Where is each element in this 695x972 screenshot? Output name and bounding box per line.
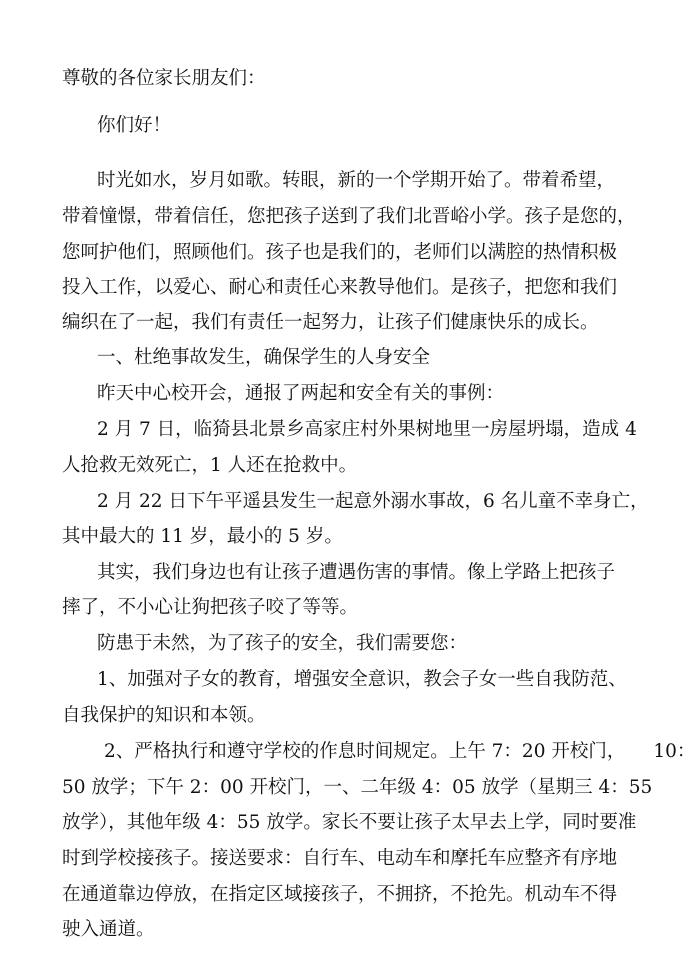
intro-line: 投入工作，以爱心、耐心和责任心来教导他们。是孩子，把您和我们 [62, 277, 618, 298]
incident-line: 其中最大的 11 岁，最小的 5 岁。 [62, 526, 343, 547]
intro-line: 带着憧憬，带着信任，您把孩子送到了我们北晋峪小学。孩子是您的， [62, 206, 636, 227]
point-line: 放学），其他年级 4：55 放学。家长不要让孩子太早去上学，同时要准 [62, 812, 637, 833]
intro-line: 编织在了一起，我们有责任一起努力，让孩子们健康快乐的成长。 [62, 312, 599, 333]
incident-line: 人抢救无效死亡，1 人还在抢救中。 [62, 455, 358, 476]
intro-line: 时光如水，岁月如歌。转眼，新的一个学期开始了。带着希望， [97, 170, 616, 191]
incident-line: 2 月 7 日，临猗县北景乡高家庄村外果树地里一房屋坍塌，造成 4 [97, 419, 637, 440]
point-line-main: 2、严格执行和遵守学校的作息时间规定。上午 7：20 开校门， [104, 741, 626, 762]
greeting: 你们好！ [97, 115, 172, 136]
point-line-tail: 10： [653, 741, 695, 762]
salutation: 尊敬的各位家长朋友们： [62, 68, 266, 89]
point-line: 在通道靠边停放，在指定区域接孩子，不拥挤，不抢先。机动车不得 [62, 884, 618, 905]
point-line: 50 放学；下午 2：00 开校门，一、二年级 4：05 放学（星期三 4：55 [62, 777, 653, 798]
point-line: 自我保护的知识和本领。 [62, 705, 266, 726]
intro-line: 您呵护他们，照顾他们。孩子也是我们的，老师们以满腔的热情积极 [62, 242, 618, 263]
incident-line: 2 月 22 日下午平遥县发生一起意外溺水事故，6 名儿童不幸身亡， [97, 491, 649, 512]
prevention-line: 防患于未然，为了孩子的安全，我们需要您： [97, 633, 468, 654]
nearby-line: 其实，我们身边也有让孩子遭遇伤害的事情。像上学路上把孩子 [97, 562, 616, 583]
point-line: 1、加强对子女的教育，增强安全意识，教会子女一些自我防范、 [97, 669, 627, 690]
point-line: 驶入通道。 [62, 919, 155, 940]
point-line [104, 735, 695, 769]
section-heading: 一、杜绝事故发生，确保学生的人身安全 [97, 347, 431, 368]
nearby-line: 摔了，不小心让狗把孩子咬了等等。 [62, 597, 359, 618]
point-line: 时到学校接孩子。接送要求：自行车、电动车和摩托车应整齐有序地 [62, 848, 618, 869]
meeting-line: 昨天中心校开会，通报了两起和安全有关的事例： [97, 383, 505, 404]
